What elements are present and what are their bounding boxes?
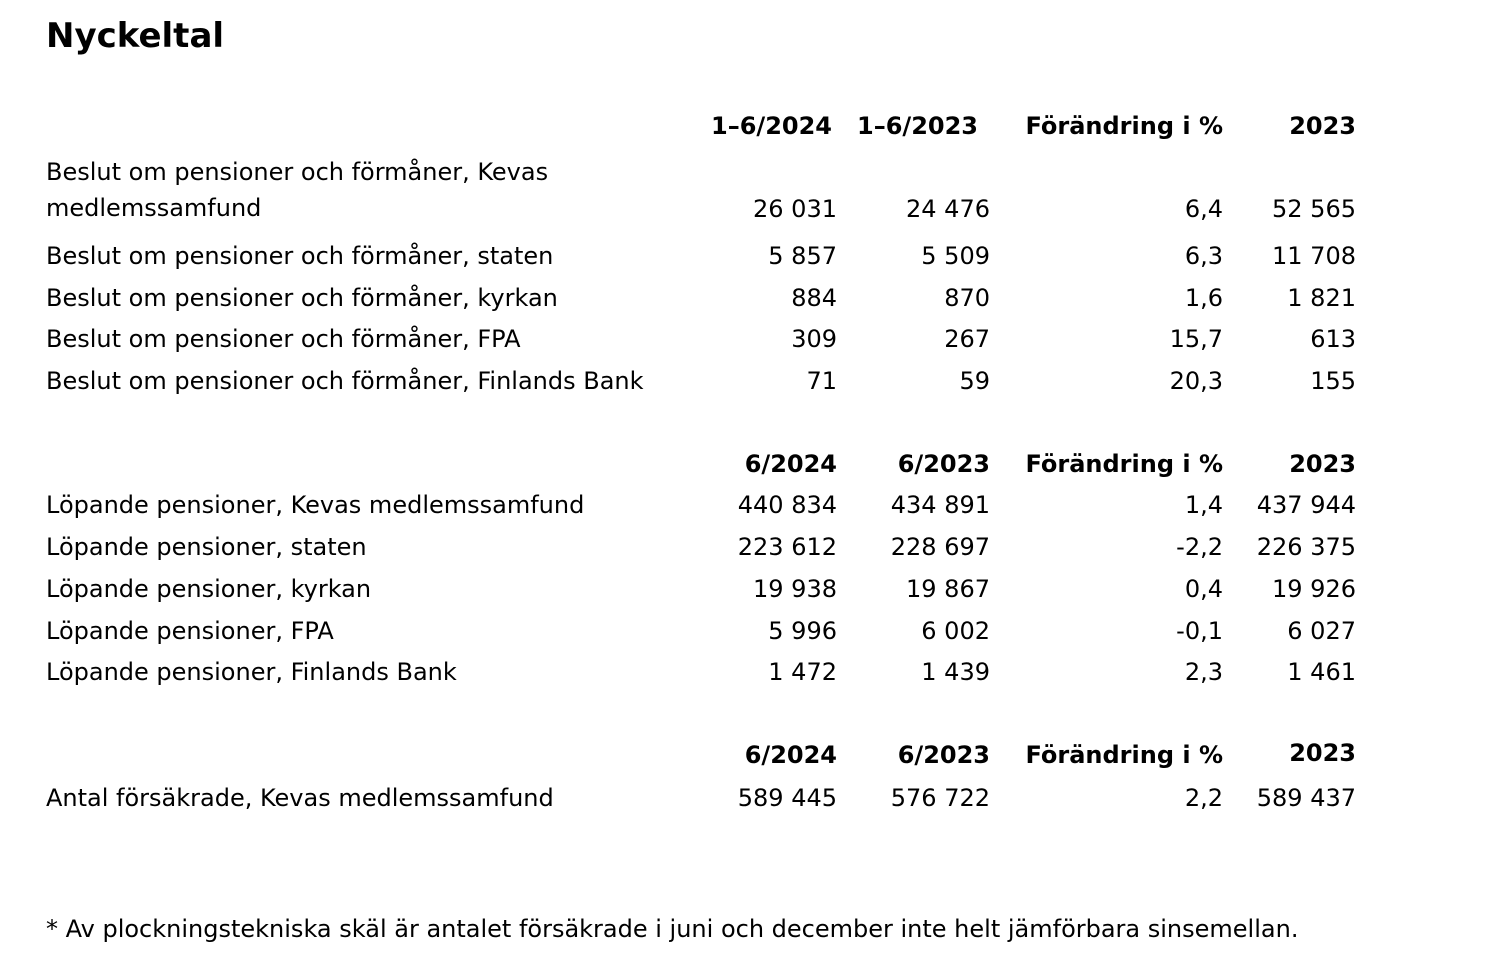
cell-month-previous: 19 867 bbox=[906, 575, 990, 603]
cell-full-year: 1 821 bbox=[1287, 284, 1356, 312]
row-label: Beslut om pensioner och förmåner, Kevas medlemssamfund bbox=[46, 158, 549, 222]
cell-full-year: 226 375 bbox=[1256, 533, 1356, 561]
cell-change-percent: -0,1 bbox=[1176, 617, 1223, 645]
cell-change-percent: 2,3 bbox=[1184, 658, 1223, 686]
column-header-full-year: 2023 bbox=[1289, 450, 1356, 478]
row-label: Beslut om pensioner och förmåner, Finlands Bank bbox=[46, 367, 644, 395]
cell-full-year: 11 708 bbox=[1272, 242, 1356, 270]
table-row bbox=[0, 154, 1500, 228]
column-header-month-current: 6/2024 bbox=[744, 741, 837, 769]
table-row bbox=[0, 487, 1500, 523]
column-header-change-percent: Förändring i % bbox=[1025, 741, 1223, 769]
table-row bbox=[0, 280, 1500, 316]
cell-period-current: 884 bbox=[791, 284, 837, 312]
cell-period-previous: 5 509 bbox=[921, 242, 990, 270]
cell-change-percent: 1,6 bbox=[1184, 284, 1223, 312]
cell-period-current: 309 bbox=[791, 325, 837, 353]
row-label: Beslut om pensioner och förmåner, FPA bbox=[46, 325, 521, 353]
column-header-month-previous: 6/2023 bbox=[897, 450, 990, 478]
table-row bbox=[0, 654, 1500, 690]
cell-change-percent: 6,3 bbox=[1184, 242, 1223, 270]
column-header-period-current: 1–6/2024 bbox=[711, 112, 832, 140]
section-1-header-row bbox=[0, 108, 1500, 144]
cell-period-current: 71 bbox=[806, 367, 837, 395]
cell-change-percent: 15,7 bbox=[1169, 325, 1223, 353]
row-label: Beslut om pensioner och förmåner, kyrkan bbox=[46, 284, 558, 312]
cell-month-current: 589 445 bbox=[737, 784, 837, 812]
row-label: Löpande pensioner, Finlands Bank bbox=[46, 658, 457, 686]
section-2-header-row bbox=[0, 446, 1500, 482]
cell-change-percent: 1,4 bbox=[1184, 491, 1223, 519]
cell-change-percent: 20,3 bbox=[1169, 367, 1223, 395]
cell-month-current: 1 472 bbox=[768, 658, 837, 686]
cell-month-current: 19 938 bbox=[753, 575, 837, 603]
footnote: * Av plockningstekniska skäl är antalet försäkrade i juni och december inte helt jämförbara sinsemellan. bbox=[46, 915, 1299, 943]
cell-month-current: 223 612 bbox=[737, 533, 837, 561]
row-label: Löpande pensioner, kyrkan bbox=[46, 575, 372, 603]
column-header-month-current: 6/2024 bbox=[744, 450, 837, 478]
table-row bbox=[0, 321, 1500, 357]
cell-full-year: 613 bbox=[1310, 325, 1356, 353]
cell-month-previous: 1 439 bbox=[921, 658, 990, 686]
cell-full-year: 589 437 bbox=[1256, 784, 1356, 812]
row-label: Löpande pensioner, staten bbox=[46, 533, 367, 561]
cell-period-previous: 267 bbox=[944, 325, 990, 353]
cell-period-previous: 870 bbox=[944, 284, 990, 312]
table-row bbox=[0, 529, 1500, 565]
cell-change-percent: -2,2 bbox=[1176, 533, 1223, 561]
cell-full-year: 6 027 bbox=[1287, 617, 1356, 645]
cell-period-previous: 24 476 bbox=[906, 195, 990, 223]
row-label: Löpande pensioner, FPA bbox=[46, 617, 334, 645]
cell-change-percent: 6,4 bbox=[1184, 195, 1223, 223]
table-row bbox=[0, 613, 1500, 649]
column-header-full-year: 2023 bbox=[1289, 739, 1356, 767]
cell-full-year: 19 926 bbox=[1272, 575, 1356, 603]
row-label: Beslut om pensioner och förmåner, staten bbox=[46, 242, 554, 270]
cell-full-year: 155 bbox=[1310, 367, 1356, 395]
table-row bbox=[0, 571, 1500, 607]
cell-month-current: 440 834 bbox=[737, 491, 837, 519]
column-header-month-previous: 6/2023 bbox=[897, 741, 990, 769]
column-header-period-previous: 1–6/2023 bbox=[857, 112, 978, 140]
cell-period-current: 26 031 bbox=[753, 195, 837, 223]
cell-month-previous: 434 891 bbox=[890, 491, 990, 519]
column-header-full-year: 2023 bbox=[1289, 112, 1356, 140]
row-label: Löpande pensioner, Kevas medlemssamfund bbox=[46, 491, 585, 519]
cell-month-previous: 576 722 bbox=[890, 784, 990, 812]
row-label: Antal försäkrade, Kevas medlemssamfund bbox=[46, 784, 554, 812]
table-row bbox=[0, 780, 1500, 816]
cell-period-previous: 59 bbox=[959, 367, 990, 395]
cell-full-year: 52 565 bbox=[1272, 195, 1356, 223]
cell-month-previous: 228 697 bbox=[890, 533, 990, 561]
cell-month-previous: 6 002 bbox=[921, 617, 990, 645]
cell-change-percent: 0,4 bbox=[1184, 575, 1223, 603]
cell-change-percent: 2,2 bbox=[1184, 784, 1223, 812]
column-header-change-percent: Förändring i % bbox=[1025, 112, 1223, 140]
table-row bbox=[0, 363, 1500, 399]
cell-month-current: 5 996 bbox=[768, 617, 837, 645]
cell-full-year: 437 944 bbox=[1256, 491, 1356, 519]
page-title: Nyckeltal bbox=[46, 16, 225, 56]
column-header-change-percent: Förändring i % bbox=[1025, 450, 1223, 478]
section-3-header-row bbox=[0, 737, 1500, 773]
cell-period-current: 5 857 bbox=[768, 242, 837, 270]
table-row bbox=[0, 238, 1500, 274]
cell-full-year: 1 461 bbox=[1287, 658, 1356, 686]
